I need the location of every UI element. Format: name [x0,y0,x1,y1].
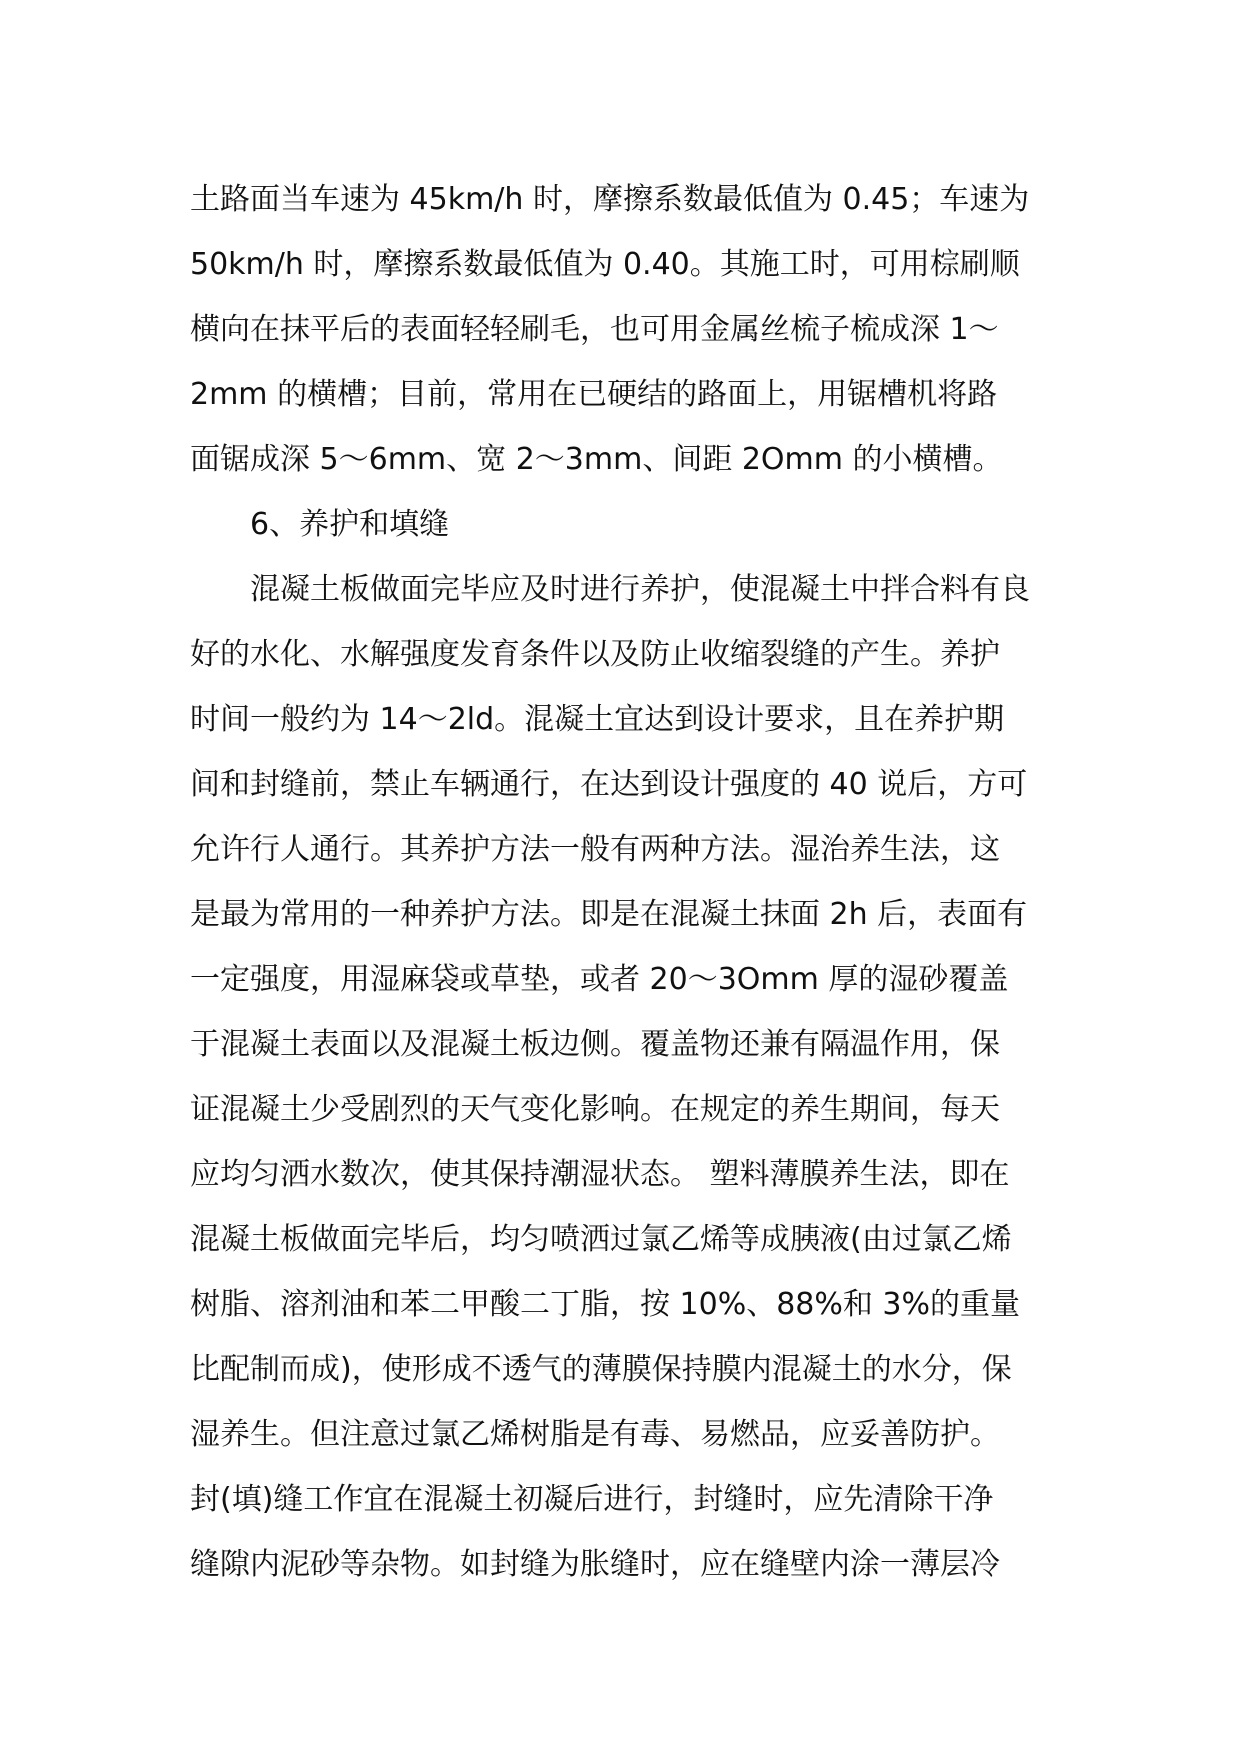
text-line: 一定强度，用湿麻袋或草垫，或者 20～3Omm 厚的湿砂覆盖 [190,962,1009,997]
text-line: 好的水化、水解强度发育条件以及防止收缩裂缝的产生。养护 [190,637,1000,672]
text-line: 于混凝土表面以及混凝土板边侧。覆盖物还兼有隔温作用，保 [190,1027,1000,1062]
text-line: 树脂、溶剂油和苯二甲酸二丁脂，按 10%、88%和 3%的重量 [190,1287,1021,1322]
text-line: 横向在抹平后的表面轻轻刷毛，也可用金属丝梳子梳成深 1～ [190,312,999,347]
text-line: 应均匀洒水数次，使其保持潮湿状态。 塑料薄膜养生法，即在 [190,1157,1010,1192]
text-line: 是最为常用的一种养护方法。即是在混凝土抹面 2h 后，表面有 [190,897,1028,932]
text-line: 证混凝土少受剧烈的天气变化影响。在规定的养生期间，每天 [190,1092,1000,1127]
section-heading: 6、养护和填缝 [190,507,450,542]
text-line: 允许行人通行。其养护方法一般有两种方法。湿治养生法，这 [190,832,1000,867]
text-line: 2mm 的横槽；目前，常用在已硬结的路面上，用锯槽机将路 [190,377,998,412]
text-line: 面锯成深 5～6mm、宽 2～3mm、间距 2Omm 的小横槽。 [190,442,1003,477]
body-text [190,167,1070,1597]
text-line: 比配制而成)，使形成不透气的薄膜保持膜内混凝土的水分，保 [190,1352,1012,1387]
text-line: 混凝土板做面完毕应及时进行养护，使混凝土中拌合料有良 [190,572,1030,607]
text-line: 时间一般约为 14～2ld。混凝土宜达到设计要求，且在养护期 [190,702,1005,737]
text-line: 缝隙内泥砂等杂物。如封缝为胀缝时，应在缝壁内涂一薄层冷 [190,1547,1000,1582]
text-line: 土路面当车速为 45km/h 时，摩擦系数最低值为 0.45；车速为 [190,182,1030,217]
text-line: 湿养生。但注意过氯乙烯树脂是有毒、易燃品，应妥善防护。 [190,1417,1000,1452]
text-line: 封(填)缝工作宜在混凝土初凝后进行，封缝时，应先清除干净 [190,1482,994,1517]
text-line: 混凝土板做面完毕后，均匀喷洒过氯乙烯等成胰液(由过氯乙烯 [190,1222,1012,1257]
text-line: 间和封缝前，禁止车辆通行，在达到设计强度的 40 说后，方可 [190,767,1028,802]
text-line: 50km/h 时，摩擦系数最低值为 0.40。其施工时，可用棕刷顺 [190,247,1020,282]
